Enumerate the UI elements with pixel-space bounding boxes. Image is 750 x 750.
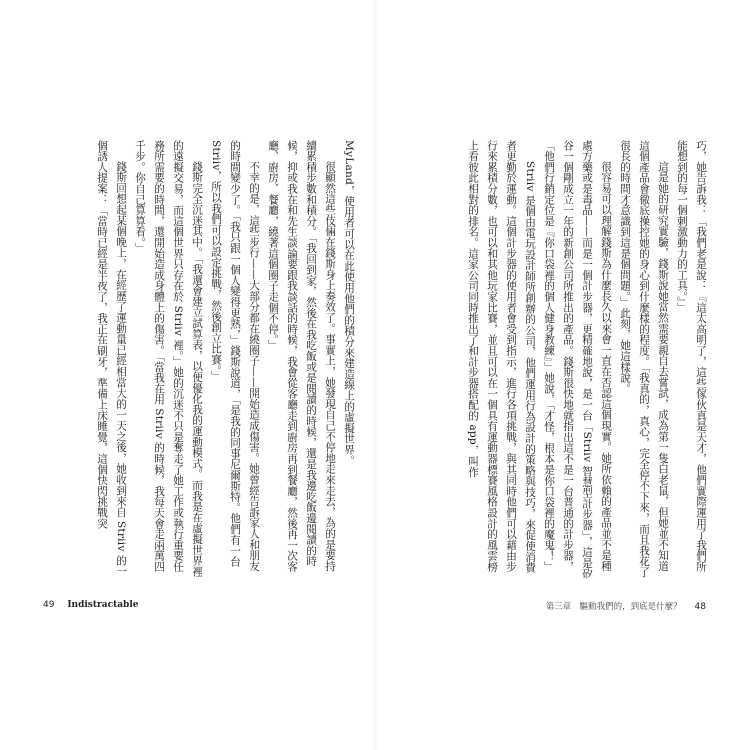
- paragraph: 巧，她告訴我：「我們老是說：『這太高明了，這些傢伙真是天才，他們實際運用了我們所能想到的每一個刺激動力的工具。』」: [676, 140, 707, 572]
- paragraph: 這是她的研究實驗，錢斯說她當然需要親自去嘗試，成為第一隻白老鼠，但她並不知道這個產品會徹底操控她的身心到什麼樣的程度。「我真的，真心，完全停不下來，而且我花了很長的時間才意識到這是個問題。」此刻，她這樣說。: [619, 140, 669, 578]
- page-number: 48: [694, 602, 706, 612]
- page-number: 49: [43, 600, 55, 610]
- running-title: 第三章 驅動我們的，到底是什麼？: [545, 602, 682, 612]
- paragraph: 很容易可以理解錢斯為什麼長久以來會一直在否認這個現實。她所依賴的產品並不是種處方藥或是毒品——而是一個計步器，更精確地說，是一台「Striiv 智慧型計步器」，這是矽谷一個剛成立一年的新創公司所推出的產品。錢斯很快地就指出這不是一台普通的計步器，「他們行銷定位是『你口袋裡的個人健身教練』」她說，「才怪，根本是你口袋裡的魔鬼！」: [543, 140, 612, 580]
- paragraph: MyLand，使用者可以在此使用他們的積分來建造線上的虛擬世界。: [343, 140, 355, 466]
- paragraph: Striiv 是個由電玩設計師所創辦的公司，他們運用行為設計的策略與技巧，來促使消費者更勤於運動。這個計步器的使用者會受到指示，進行各項挑戰，與其同時他們可以藉由步行來累積分數，也可以和其他玩家比賽，並且可以在一個具有運動器標賽風格設計的風雲榜上看彼此相對的排名。這家公司同時推出了和計步器搭配的 app，叫作: [467, 140, 536, 574]
- paragraph: 很顯然這些伎倆在錢斯身上奏效了。事實上，她發現自己不停地走來走去，為的是要持續累積步數和積分。「我回到家，然後在我吃飯或是閱讀的時候，還是我邊吃飯邊閱讀的時候，抑或我在和先生談論要跟我談話的時候，我會從客廳走到廚房再到餐廳，然後再一次客廳、廚房、餐廳，繞著這個圈子走個不停。」: [267, 140, 336, 572]
- right-page-footer: [546, 600, 706, 612]
- paragraph: 錢斯完全沉迷其中。「我還會建立試算表，以便優化我的運動模式。而我是在虛擬世界裡的遠擬交易，而這個世界只存在於 Striiv 裡。」她的沉迷不只是奪走了她工作或執行重要任務所需要的時間，還開始造成身體上的傷害。「當我在用 Striiv 的時候，我每天會走兩萬四千步。你自己算算看。」: [134, 140, 203, 578]
- right-page: [375, 0, 750, 750]
- left-page-footer: [43, 600, 139, 610]
- paragraph: 不幸的是，這些步行——大部分都在繞圈子——開始造成傷害。她曾經告訴家人和朋友的時間變少了。「我只跟一個人變得更熟，」錢斯說道，「是我的同事尼爾斯特。他們有一台 Striiv，所以我們可以設定挑戰，然後創立比賽。」: [210, 140, 260, 572]
- right-page-body: [392, 140, 710, 580]
- left-page-body: [58, 140, 358, 580]
- paragraph: 錢斯回想起某個晚上，在經歷了運動量已經相當大的一天之後，她收到來自 Striiv 的一個誘人提案：「當時已經是半夜了，我正在刷牙，準備上床睡覺，這個快閃挑戰突: [96, 140, 127, 577]
- running-title: Indistractable: [67, 600, 139, 610]
